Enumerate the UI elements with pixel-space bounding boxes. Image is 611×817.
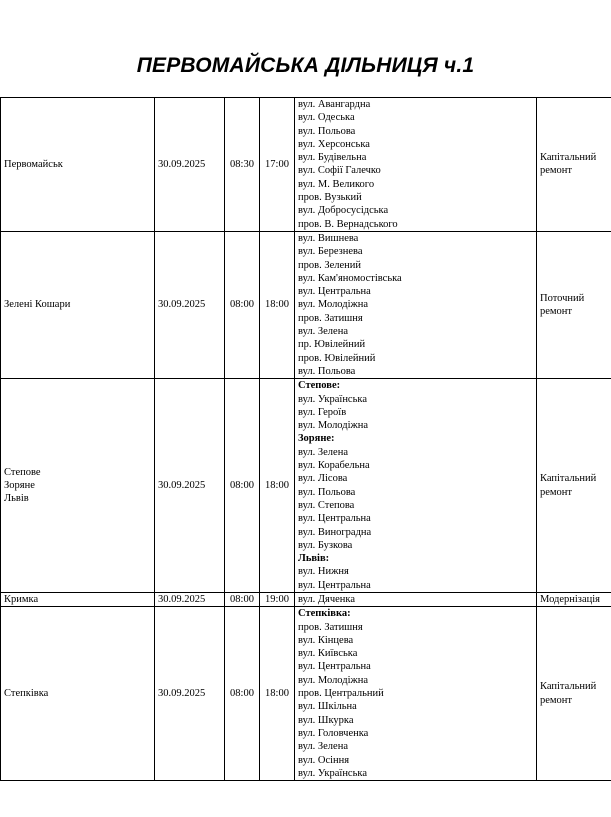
settlement-name: Первомайськ [4, 158, 63, 170]
end-time-cell: 17:00 [260, 98, 295, 232]
settlement-cell [1, 379, 155, 593]
street-item: вул. Осіння [298, 754, 350, 766]
street-item: вул. М. Великого [298, 178, 375, 190]
date-cell: 30.09.2025 [155, 379, 225, 593]
street-item: вул. Зелена [298, 741, 348, 753]
street-item: вул. Молодіжна [298, 674, 369, 686]
end-time-cell: 18:00 [260, 607, 295, 781]
street-item: вул. Корабельна [298, 460, 370, 472]
street-item: вул. Добросусідська [298, 205, 389, 217]
street-item: пров. Вузький [298, 192, 362, 204]
settlement-name: Зоряне [4, 479, 35, 491]
street-item: вул. Центральна [298, 579, 371, 591]
street-item: вул. Зелена [298, 446, 348, 458]
end-time-cell: 19:00 [260, 592, 295, 606]
table-row [1, 379, 611, 593]
settlement-name: Львів [4, 493, 29, 505]
street-item: пров. Затишня [298, 621, 363, 633]
start-time-cell: 08:00 [225, 231, 260, 378]
street-item: вул. Будівельна [298, 152, 367, 164]
street-item: вул. Київська [298, 648, 358, 660]
date-cell: 30.09.2025 [155, 592, 225, 606]
street-item: вул. Молодіжна [298, 299, 369, 311]
table-row [1, 607, 611, 781]
street-item: вул. Березнева [298, 246, 363, 258]
street-item: вул. Бузкова [298, 539, 353, 551]
street-item: вул. Кінцева [298, 634, 354, 646]
settlement-cell [1, 98, 155, 232]
work-type-cell: Капітальний ремонт [537, 379, 611, 593]
start-time-cell: 08:00 [225, 607, 260, 781]
date-cell: 30.09.2025 [155, 607, 225, 781]
street-item: пров. Зелений [298, 259, 362, 271]
end-time-cell: 18:00 [260, 231, 295, 378]
street-item: вул. Українська [298, 393, 367, 405]
start-time-cell: 08:00 [225, 592, 260, 606]
streets-cell [295, 592, 537, 606]
street-item: вул. Херсонська [298, 138, 370, 150]
streets-cell [295, 379, 537, 593]
street-item: вул. Авангардна [298, 99, 371, 110]
street-item: вул. Головченка [298, 727, 369, 739]
street-item: вул. Вишнева [298, 232, 359, 244]
street-item: вул. Нижня [298, 566, 349, 578]
table-row [1, 98, 611, 232]
settlement-name: Кримка [4, 593, 39, 605]
street-item: вул. Степова [298, 499, 355, 511]
street-item: вул. Молодіжна [298, 420, 369, 432]
street-item: вул. Лісова [298, 473, 348, 485]
start-time-cell: 08:00 [225, 379, 260, 593]
date-cell: 30.09.2025 [155, 231, 225, 378]
street-item: вул. Українська [298, 767, 367, 779]
work-type-cell: Модернізація [537, 592, 611, 606]
street-item: пров. Центральний [298, 688, 384, 700]
date-cell: 30.09.2025 [155, 98, 225, 232]
settlement-name: Степківка [4, 688, 49, 700]
street-item: пр. Ювілейний [298, 339, 366, 351]
streets-cell [295, 231, 537, 378]
settlement-heading: Степківка: [298, 608, 351, 620]
street-item: вул. Польова [298, 125, 356, 137]
settlement-name: Степове [4, 466, 41, 478]
settlement-cell [1, 592, 155, 606]
start-time-cell: 08:30 [225, 98, 260, 232]
street-item: вул. Польова [298, 365, 356, 377]
street-item: вул. Героїв [298, 406, 347, 418]
street-item: вул. Дяченка [298, 593, 356, 605]
street-item: вул. Зелена [298, 326, 348, 338]
street-item: вул. Центральна [298, 661, 371, 673]
settlement-cell [1, 231, 155, 378]
street-item: вул. Центральна [298, 513, 371, 525]
settlement-heading: Зоряне: [298, 433, 335, 445]
street-item: вул. Одеська [298, 112, 355, 124]
work-type-cell: Поточний ремонт [537, 231, 611, 378]
street-item: вул. Шкільна [298, 701, 357, 713]
street-item: вул. Центральна [298, 286, 371, 298]
work-type-cell: Капітальний ремонт [537, 98, 611, 232]
settlement-heading: Степове: [298, 380, 341, 392]
page-title: ПЕРВОМАЙСЬКА ДІЛЬНИЦЯ ч.1 [136, 54, 475, 77]
street-item: пров. Затишня [298, 312, 363, 324]
end-time-cell: 18:00 [260, 379, 295, 593]
street-item: вул. Шкурка [298, 714, 354, 726]
street-item: вул. Софії Галечко [298, 165, 381, 177]
street-item: вул. Виноградна [298, 526, 372, 538]
settlement-cell [1, 607, 155, 781]
table-row [1, 231, 611, 378]
settlement-name: Зелені Кошари [4, 299, 71, 311]
schedule-rows [1, 98, 611, 781]
streets-cell [295, 98, 537, 232]
settlement-heading: Львів: [298, 553, 330, 565]
street-item: пров. В. Вернадського [298, 218, 398, 230]
street-item: вул. Кам'яномостівська [298, 272, 402, 284]
outage-schedule-table [0, 97, 611, 781]
street-item: пров. Ювілейний [298, 352, 376, 364]
streets-cell [295, 607, 537, 781]
street-item: вул. Польова [298, 486, 356, 498]
table-row [1, 592, 611, 606]
work-type-cell: Капітальний ремонт [537, 607, 611, 781]
